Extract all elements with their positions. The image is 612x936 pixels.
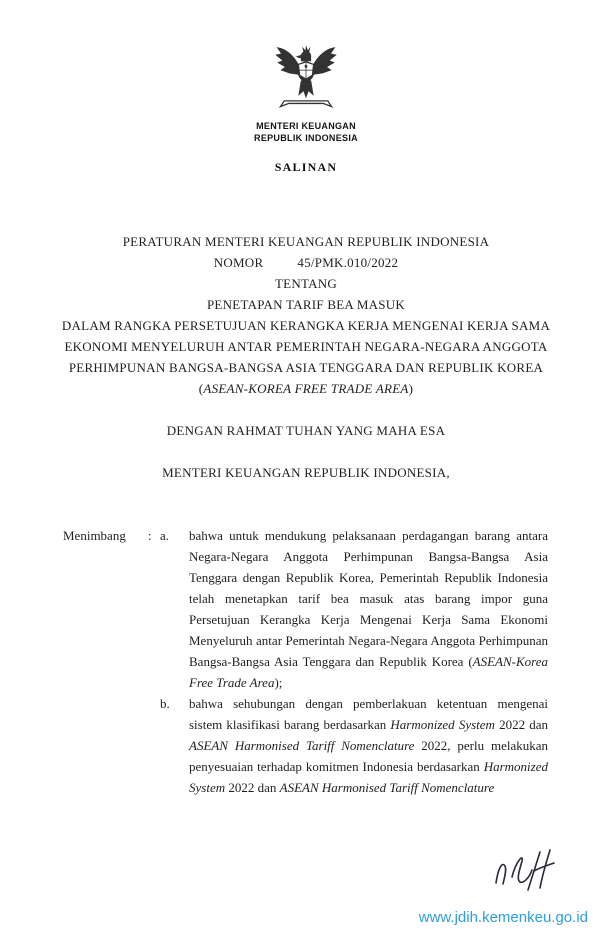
subject-line-2: DALAM RANGKA PERSETUJUAN KERANGKA KERJA MENGENAI KERJA SAMA xyxy=(61,318,551,334)
ministry-line-2: REPUBLIK INDONESIA xyxy=(254,132,358,143)
ministry-line-1: MENTERI KEUANGAN xyxy=(256,121,356,131)
ministry-name xyxy=(0,121,612,144)
tentang-label: TENTANG xyxy=(274,276,338,292)
menimbang-colon: : xyxy=(148,528,152,544)
letterhead xyxy=(0,0,612,175)
subject-line-3: EKONOMI MENYELURUH ANTAR PEMERINTAH NEGARA-NEGARA ANGGOTA xyxy=(64,339,548,355)
menimbang-item-a xyxy=(160,525,548,693)
nomor-label: NOMOR xyxy=(213,255,264,271)
menimbang-items xyxy=(160,525,548,798)
issuer-line: MENTERI KEUANGAN REPUBLIK INDONESIA, xyxy=(162,465,450,481)
item-text-a: bahwa untuk mendukung pelaksanaan perdagangan barang antara Negara-Negara Anggota Perhimpunan Bangsa-Bangsa Asia Tenggara dengan Republik Korea, Pemerintah Republik Indonesia telah menetapkan tarif bea masuk atas barang impor guna Persetujuan Kerangka Kerja Mengenai Kerja Sama Ekonomi Menyeluruh antar Pemerintah Negara-Negara Anggota Perhimpunan Bangsa-Bangsa Asia Tenggara dan Republik Korea (ASEAN-Korea Free Trade Area); xyxy=(189,528,548,691)
item-marker-b: b. xyxy=(160,696,170,712)
regulation-title xyxy=(0,231,612,399)
copy-stamp: SALINAN xyxy=(274,160,338,175)
subject-line-5-fta: (ASEAN-KOREA FREE TRADE AREA) xyxy=(198,381,414,397)
garuda-pancasila-emblem-icon xyxy=(0,38,612,115)
jdih-url-link[interactable]: www.jdih.kemenkeu.go.id xyxy=(418,909,588,926)
item-marker-a: a. xyxy=(160,528,170,544)
title-line-regulation: PERATURAN MENTERI KEUANGAN REPUBLIK INDONESIA xyxy=(122,234,490,250)
invocation-line: DENGAN RAHMAT TUHAN YANG MAHA ESA xyxy=(166,423,446,439)
item-text-b: bahwa sehubungan dengan pemberlakuan ketentuan mengenai sistem klasifikasi barang berdasarkan Harmonized System 2022 dan ASEAN Harmonised Tariff Nomenclature 2022, perlu melakukan penyesuaian terhadap komitmen Indonesia berdasarkan Harmonized System 2022 dan ASEAN Harmonised Tariff Nomenclature xyxy=(189,696,548,796)
subject-line-4: PERHIMPUNAN BANGSA-BANGSA ASIA TENGGARA DAN REPUBLIK KOREA xyxy=(68,360,544,376)
nomor-value: 45/PMK.010/2022 xyxy=(297,255,399,271)
handwritten-signature-icon xyxy=(490,845,570,898)
title-line-nomor xyxy=(0,252,612,273)
menimbang-section xyxy=(0,525,612,798)
menimbang-label: Menimbang xyxy=(63,528,126,544)
subject-line-1: PENETAPAN TARIF BEA MASUK xyxy=(206,297,406,313)
menimbang-item-b xyxy=(160,693,548,798)
